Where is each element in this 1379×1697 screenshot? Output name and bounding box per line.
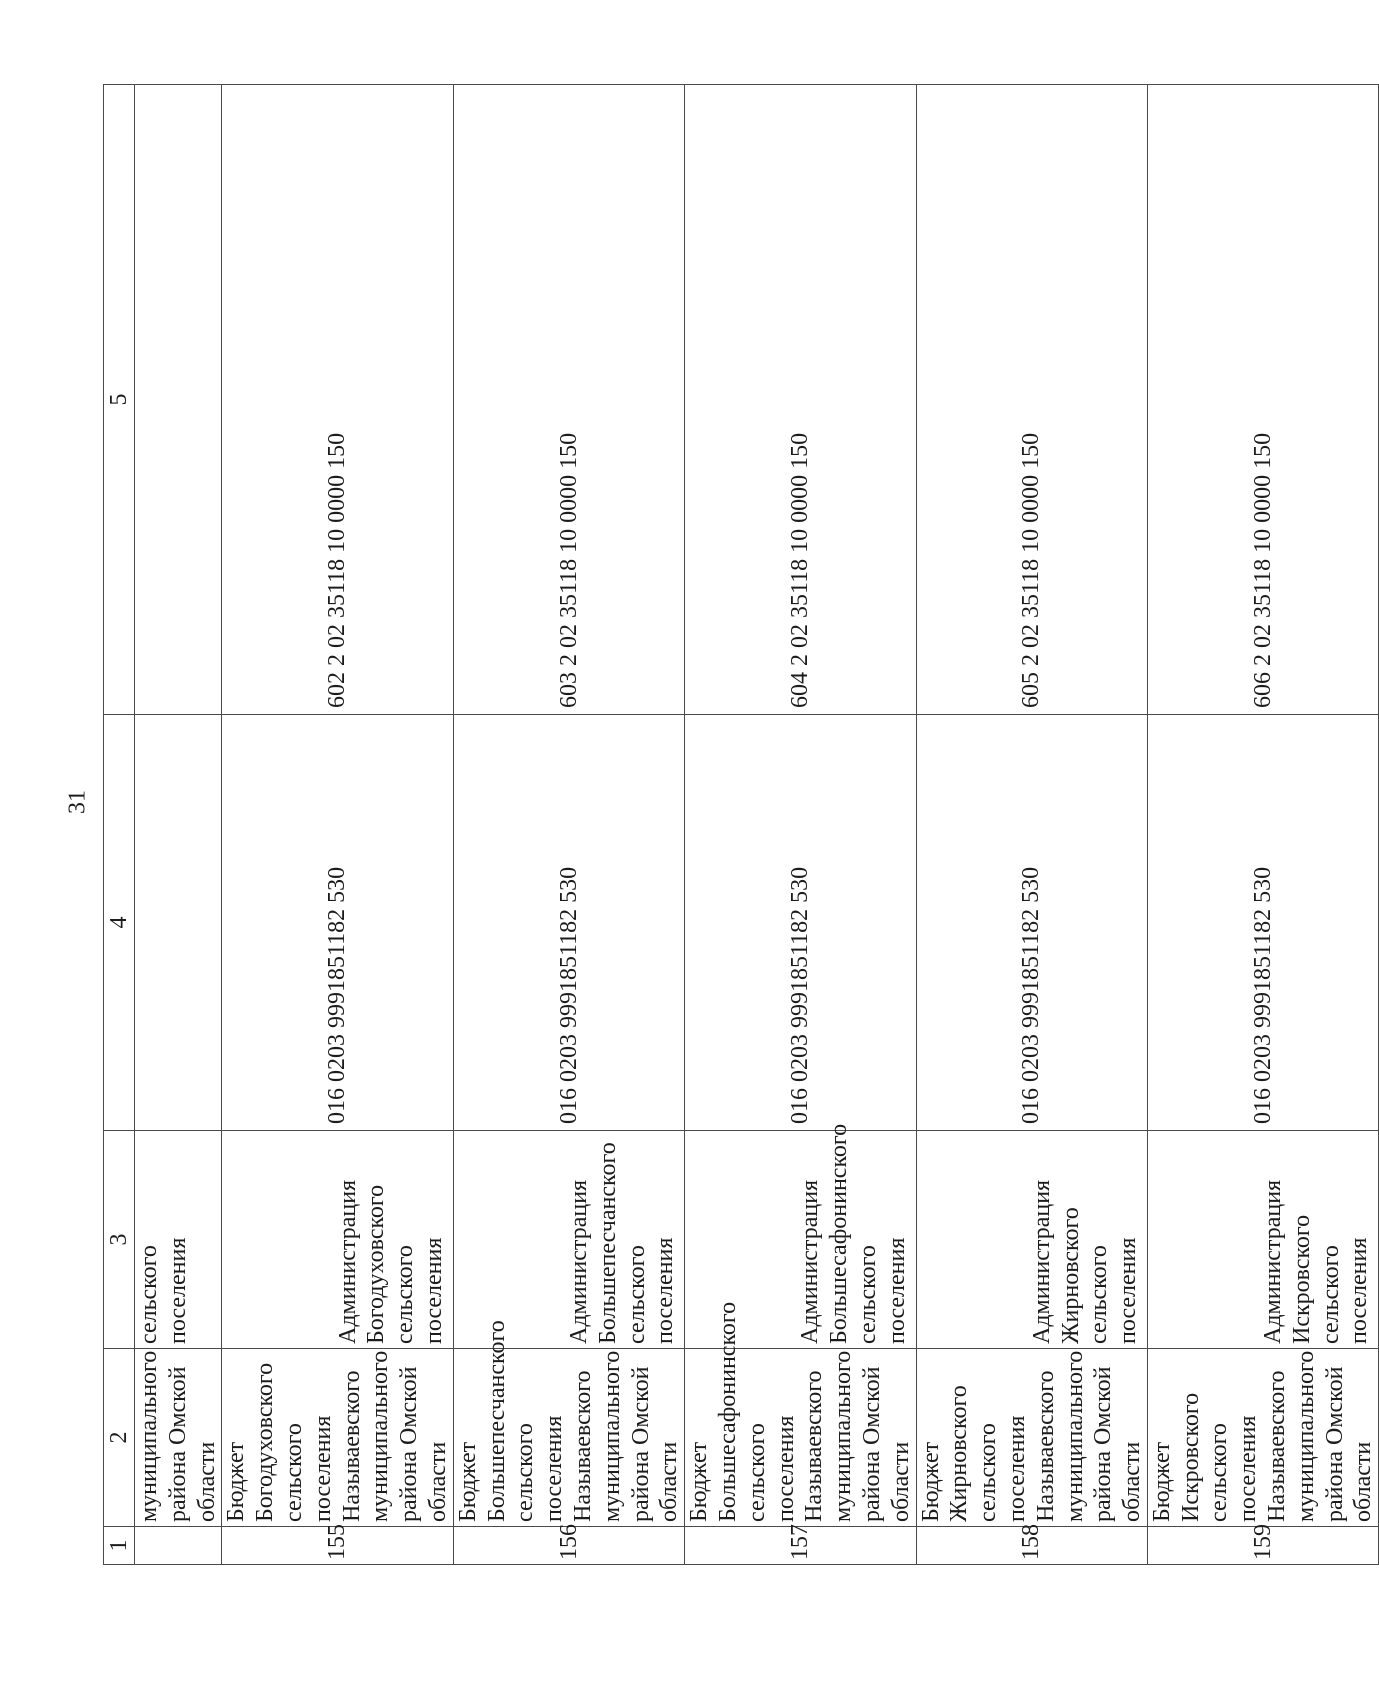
code-col5-cell: 602 2 02 35118 10 0000 150 (222, 85, 453, 715)
header-col-5: 5 (104, 85, 135, 715)
table-row (1147, 85, 1378, 1565)
carryover-code4 (135, 715, 222, 1131)
code-col5-cell: 603 2 02 35118 10 0000 150 (453, 85, 684, 715)
code-col4-cell: 016 0203 9991851182 530 (222, 715, 453, 1131)
row-number: 156 (453, 1527, 684, 1565)
code-col5-cell: 605 2 02 35118 10 0000 150 (916, 85, 1147, 715)
code-col4-cell: 016 0203 9991851182 530 (685, 715, 916, 1131)
budget-cell: Бюджет Большепесчанского сельского поселения Называевского муниципального района Омской области (453, 1349, 684, 1527)
header-col-1: 1 (104, 1527, 135, 1565)
budget-cell: Бюджет Искровского сельского поселения Называевского муниципального района Омской области (1147, 1349, 1378, 1527)
admin-cell: Администрация Жирновского сельского поселения (916, 1131, 1147, 1349)
row-number: 158 (916, 1527, 1147, 1565)
header-col-2: 2 (104, 1349, 135, 1527)
carryover-code5 (135, 85, 222, 715)
table-row (222, 85, 453, 1565)
header-col-3: 3 (104, 1131, 135, 1349)
code-col4-cell: 016 0203 9991851182 530 (453, 715, 684, 1131)
page-number: 31 (64, 790, 91, 814)
row-number: 155 (222, 1527, 453, 1565)
budget-cell: Бюджет Жирновского сельского поселения Называевского муниципального района Омской области (916, 1349, 1147, 1527)
table-row (685, 85, 916, 1565)
code-col5-cell: 606 2 02 35118 10 0000 150 (1147, 85, 1378, 715)
carryover-row (135, 85, 222, 1565)
admin-cell: Администрация Большесафонинского сельского поселения (685, 1131, 916, 1349)
row-number: 157 (685, 1527, 916, 1565)
code-col5-cell: 604 2 02 35118 10 0000 150 (685, 85, 916, 715)
admin-cell: Администрация Искровского сельского поселения (1147, 1131, 1378, 1349)
table-row (916, 85, 1147, 1565)
admin-cell: Администрация Большепесчанского сельского поселения (453, 1131, 684, 1349)
carryover-budget: муниципального района Омской области (135, 1349, 222, 1527)
carryover-admin: сельского поселения (135, 1131, 222, 1349)
budget-cell: Бюджет Большесафонинского сельского поселения Называевского муниципального района Омской области (685, 1349, 916, 1527)
header-col-4: 4 (104, 715, 135, 1131)
carryover-num (135, 1527, 222, 1565)
table-row (453, 85, 684, 1565)
code-col4-cell: 016 0203 9991851182 530 (916, 715, 1147, 1131)
row-number: 159 (1147, 1527, 1378, 1565)
budget-cell: Бюджет Богодуховского сельского поселения Называевского муниципального района Омской области (222, 1349, 453, 1527)
rotated-table-container (103, 85, 1377, 1565)
budget-table (103, 84, 1379, 1565)
code-col4-cell: 016 0203 9991851182 530 (1147, 715, 1378, 1131)
admin-cell: Администрация Богодуховского сельского поселения (222, 1131, 453, 1349)
header-row (104, 85, 135, 1565)
